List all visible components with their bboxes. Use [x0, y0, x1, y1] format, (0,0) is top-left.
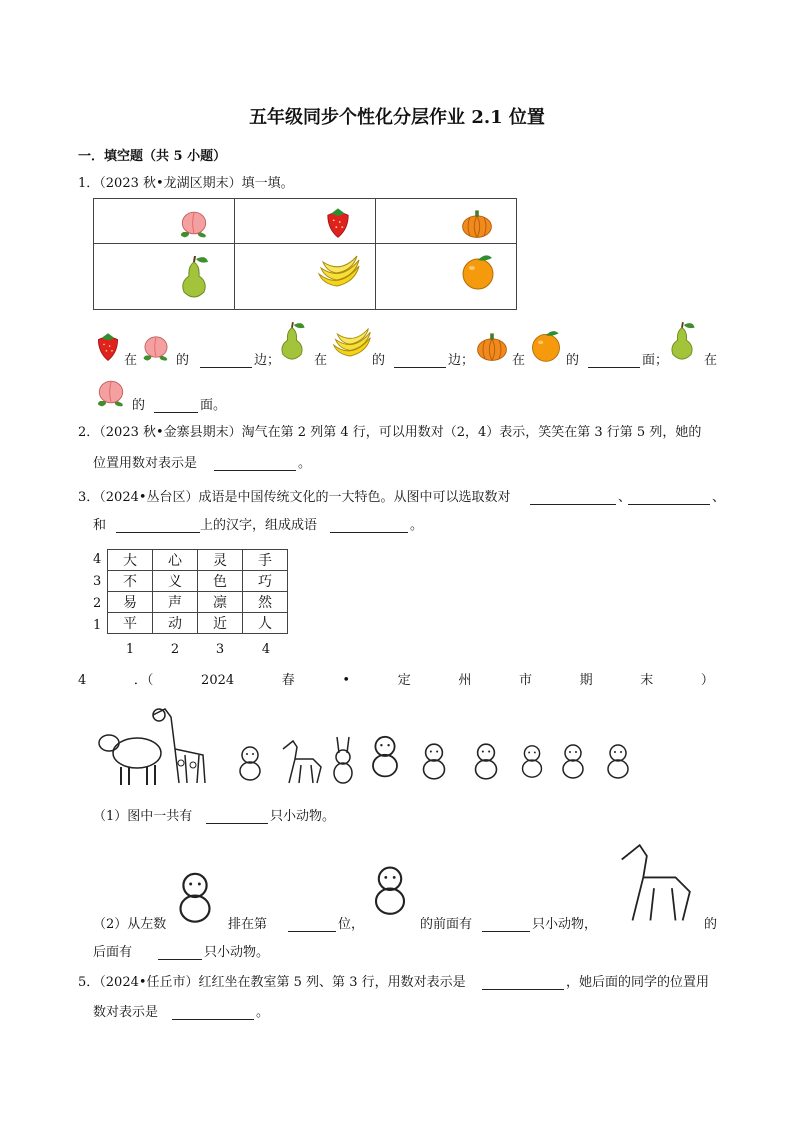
pear-icon [274, 320, 310, 364]
question-3-and: 和 [93, 518, 107, 533]
duck-icon [553, 737, 593, 785]
row-label: 4 [93, 552, 102, 567]
label-mian-end: 面。 [200, 398, 227, 413]
rabbit-icon [327, 733, 359, 785]
monkey-icon [166, 868, 224, 926]
answer-blank[interactable] [200, 353, 252, 368]
grid-cell: 手 [243, 550, 288, 571]
section-heading: 一．填空题（共 5 小题） [78, 149, 227, 164]
question-3-period: 。 [410, 518, 424, 533]
column-label: 4 [261, 642, 271, 657]
grid-cell: 易 [108, 592, 153, 613]
monkey-icon [465, 737, 507, 785]
grid-cell: 动 [153, 613, 198, 634]
question-2-line-2: 位置用数对表示是 [93, 456, 198, 471]
fruit-cell [94, 199, 235, 244]
q4-heading-part: 州 [458, 673, 472, 688]
horse-icon [604, 838, 704, 924]
question-5-period: 。 [256, 1005, 270, 1020]
question-4-sub-2: （2）从左数 [93, 917, 167, 932]
peach-icon [138, 330, 174, 364]
question-4-sub-1-tail: 只小动物。 [270, 809, 336, 824]
q4-heading-part: 春 [281, 673, 295, 688]
giraffe-icon [145, 703, 225, 787]
question-4-sub-2-text: 的 [704, 917, 718, 932]
row-label: 1 [93, 618, 102, 633]
fruit-grid [93, 198, 517, 310]
answer-blank[interactable] [116, 518, 200, 533]
question-2-period: 。 [298, 456, 312, 471]
answer-blank[interactable] [330, 518, 408, 533]
answer-blank[interactable] [172, 1005, 254, 1020]
pear-icon [174, 254, 214, 302]
grid-cell: 巧 [243, 571, 288, 592]
orange-icon [458, 252, 498, 292]
question-4-sub-2-text: 位， [338, 917, 365, 932]
grid-cell: 近 [198, 613, 243, 634]
question-4-heading [78, 672, 714, 690]
grid-cell: 人 [243, 613, 288, 634]
row-label: 3 [93, 574, 102, 589]
answer-blank[interactable] [588, 353, 640, 368]
answer-blank[interactable] [206, 809, 268, 824]
q4-heading-part: 市 [518, 673, 532, 688]
grid-cell: 义 [153, 571, 198, 592]
q4-heading-part: • [342, 673, 351, 688]
question-2-line-1: 2．（2023 秋•金寨县期末）淘气在第 2 列第 4 行，可以用数对（2，4）表示，笑笑在第 3 行第 5 列，她的 [78, 425, 702, 440]
question-4-sub-2-tail: 只小动物。 [204, 945, 270, 960]
answer-blank[interactable] [482, 975, 564, 990]
row-label: 2 [93, 596, 102, 611]
fruit-cell [376, 244, 517, 310]
separator: 、 [712, 490, 726, 505]
strawberry-icon [92, 328, 124, 364]
answer-blank[interactable] [482, 917, 530, 932]
column-label: 3 [215, 642, 225, 657]
fruit-cell [94, 244, 235, 310]
peach-icon [92, 374, 130, 410]
grid-cell: 心 [153, 550, 198, 571]
grid-cell: 不 [108, 571, 153, 592]
label-de: 的 [372, 353, 386, 368]
tiger-icon [413, 737, 455, 785]
fruit-cell [376, 199, 517, 244]
q4-heading-part: ．（ [133, 673, 154, 688]
answer-blank[interactable] [394, 353, 446, 368]
grid-cell: 大 [108, 550, 153, 571]
fruit-cell [235, 199, 376, 244]
grid-cell: 色 [198, 571, 243, 592]
bear-icon [362, 856, 418, 924]
animal-strip [95, 703, 650, 789]
orange-icon [528, 328, 564, 364]
pumpkin-icon [458, 205, 496, 241]
grid-cell: 灵 [198, 550, 243, 571]
question-4-sub-1: （1）图中一共有 [93, 809, 193, 824]
mouse-icon [513, 737, 551, 785]
question-5-line-1-tail: ，她后面的同学的位置用 [566, 975, 710, 990]
banana-icon [330, 326, 374, 364]
label-bian: 边； [448, 353, 475, 368]
question-5-line-2: 数对表示是 [93, 1005, 159, 1020]
grid-cell: 平 [108, 613, 153, 634]
label-bian: 边； [254, 353, 281, 368]
separator: 、 [618, 490, 632, 505]
pumpkin-icon [474, 328, 510, 364]
q4-heading-part: 末 [640, 673, 654, 688]
label-mian: 面； [642, 353, 669, 368]
dog-icon [230, 741, 270, 785]
peach-icon [176, 205, 212, 241]
answer-blank[interactable] [154, 398, 198, 413]
column-label: 1 [125, 642, 135, 657]
q4-heading-part: 2024 [201, 673, 235, 688]
question-4-sub-2-text: 排在第 [228, 917, 268, 932]
strawberry-icon [321, 204, 355, 240]
q4-heading-part: 期 [579, 673, 593, 688]
label-zai: 在 [314, 353, 328, 368]
banana-icon [315, 254, 363, 294]
label-de: 的 [132, 398, 146, 413]
grid-cell: 声 [153, 592, 198, 613]
answer-blank[interactable] [158, 945, 202, 960]
q4-heading-part: ） [700, 673, 714, 688]
page-title: 五年级同步个性化分层作业 2.1 位置 [249, 107, 545, 128]
answer-blank[interactable] [628, 490, 710, 505]
label-de: 的 [566, 353, 580, 368]
pear-icon [664, 320, 700, 364]
horse-icon [277, 737, 325, 785]
q4-heading-part: 4 [78, 673, 87, 688]
label-zai: 在 [124, 353, 138, 368]
question-5-line-1: 5．（2024•任丘市）红红坐在教室第 5 列、第 3 行，用数对表示是 [78, 975, 466, 990]
answer-blank[interactable] [214, 456, 296, 471]
idiom-grid [107, 549, 288, 634]
q4-heading-part: 定 [397, 673, 411, 688]
grid-cell: 凛 [198, 592, 243, 613]
bear-icon [361, 727, 409, 785]
question-4-sub-2-text: 只小动物， [532, 917, 598, 932]
label-zai: 在 [704, 353, 718, 368]
column-label: 2 [170, 642, 180, 657]
answer-blank[interactable] [288, 917, 336, 932]
label-de: 的 [176, 353, 190, 368]
answer-blank[interactable] [530, 490, 616, 505]
question-4-sub-2-line-2: 后面有 [93, 945, 133, 960]
question-1-heading: 1．（2023 秋•龙湖区期末）填一填。 [78, 176, 294, 191]
cat-icon [598, 737, 638, 785]
grid-cell: 然 [243, 592, 288, 613]
question-3-line-2: 上的汉字，组成成语 [200, 518, 318, 533]
fruit-cell [235, 244, 376, 310]
question-4-sub-2-text: 的前面有 [420, 917, 473, 932]
question-3-line-1: 3．（2024•丛台区）成语是中国传统文化的一大特色。从图中可以选取数对 [78, 490, 511, 505]
label-zai: 在 [512, 353, 526, 368]
